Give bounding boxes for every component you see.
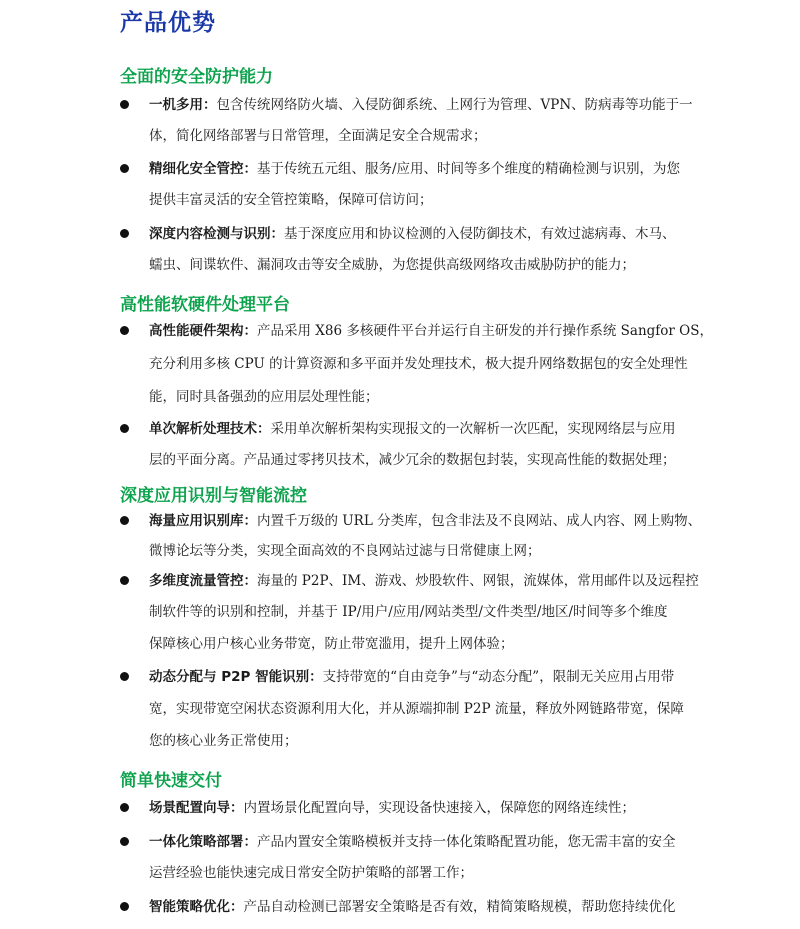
item-term: 场景配置向导：	[149, 800, 244, 816]
item-text-line: 体，简化网络部署与日常管理，全面满足安全合规需求；	[149, 128, 487, 144]
bullet-icon	[120, 672, 129, 681]
item-text-line: 您的核心业务正常使用；	[149, 733, 298, 749]
item-text-line: 产品采用 X86 多核硬件平台并运行自主研发的并行操作系统 Sangfor OS，	[257, 323, 713, 339]
item-text-line: 提供丰富灵活的安全管控策略，保障可信访问；	[149, 192, 433, 208]
item-text-line: 基于传统五元组、服务/应用、时间等多个维度的精确检测与识别，为您	[257, 161, 681, 177]
item-text-line: 产品自动检测已部署安全策略是否有效，精简策略规模，帮助您持续优化	[243, 899, 676, 915]
item-term: 多维度流量管控：	[149, 573, 257, 589]
bullet-icon	[120, 516, 129, 525]
item-text-line: 采用单次解析架构实现报文的一次解析一次匹配，实现网络层与应用	[270, 421, 676, 437]
item-text-line: 制软件等的识别和控制，并基于 IP/用户/应用/网站类型/文件类型/地区/时间等多个维度	[149, 604, 668, 620]
bullet-icon	[120, 100, 129, 109]
item-term: 海量应用识别库：	[149, 513, 257, 529]
item-text-line: 包含传统网络防火墙、入侵防御系统、上网行为管理、VPN、防病毒等功能于一	[216, 97, 693, 113]
item-text-line: 蠕虫、间谍软件、漏洞攻击等安全威胁，为您提供高级网络攻击威胁防护的能力；	[149, 257, 635, 273]
item-term: 深度内容检测与识别：	[149, 226, 284, 242]
item-text-line: 能，同时具备强劲的应用层处理性能；	[149, 389, 379, 405]
bullet-icon	[120, 902, 129, 911]
section-heading-delivery: 简单快速交付	[120, 771, 222, 791]
item-text-line: 基于深度应用和协议检测的入侵防御技术，有效过滤病毒、木马、	[284, 226, 676, 242]
item-text-line: 运营经验也能快速完成日常安全防护策略的部署工作；	[149, 865, 473, 881]
section-heading-platform: 高性能软硬件处理平台	[120, 295, 290, 315]
item-text-line: 宽，实现带宽空闲状态资源利用大化，并从源端抑制 P2P 流量，释放外网链路带宽，保障	[149, 701, 684, 717]
item-term: 一机多用：	[149, 97, 217, 113]
item-text-line: 微博论坛等分类，实现全面高效的不良网站过滤与日常健康上网；	[149, 543, 541, 559]
page-title: 产品优势	[120, 10, 216, 36]
bullet-icon	[120, 803, 129, 812]
bullet-icon	[120, 837, 129, 846]
section-heading-security: 全面的安全防护能力	[120, 67, 273, 87]
item-term: 动态分配与 P2P 智能识别：	[149, 669, 323, 685]
bullet-icon	[120, 164, 129, 173]
item-text-line: 支持带宽的“自由竞争”与“动态分配”，限制无关应用占用带	[322, 669, 675, 685]
item-text-line: 充分利用多核 CPU 的计算资源和多平面并发处理技术，极大提升网络数据包的安全处理性	[149, 356, 688, 372]
item-text-line: 内置场景化配置向导，实现设备快速接入，保障您的网络连续性；	[243, 800, 635, 816]
bullet-icon	[120, 229, 129, 238]
bullet-icon	[120, 424, 129, 433]
item-text-line: 产品内置安全策略模板并支持一体化策略配置功能，您无需丰富的安全	[257, 834, 676, 850]
bullet-icon	[120, 576, 129, 585]
item-text-line: 层的平面分离。产品通过零拷贝技术，减少冗余的数据包封装，实现高性能的数据处理；	[149, 452, 676, 468]
item-term: 一体化策略部署：	[149, 834, 257, 850]
item-text-line: 内置千万级的 URL 分类库，包含非法及不良网站、成人内容、网上购物、	[257, 513, 702, 529]
item-text-line: 海量的 P2P、IM、游戏、炒股软件、网银，流媒体，常用邮件以及远程控	[257, 573, 699, 589]
item-term: 精细化安全管控：	[149, 161, 257, 177]
item-term: 单次解析处理技术：	[149, 421, 271, 437]
item-term: 高性能硬件架构：	[149, 323, 257, 339]
bullet-icon	[120, 326, 129, 335]
section-heading-app-id: 深度应用识别与智能流控	[120, 486, 307, 506]
item-text-line: 保障核心用户核心业务带宽，防止带宽滥用，提升上网体验；	[149, 636, 514, 652]
item-term: 智能策略优化：	[149, 899, 244, 915]
